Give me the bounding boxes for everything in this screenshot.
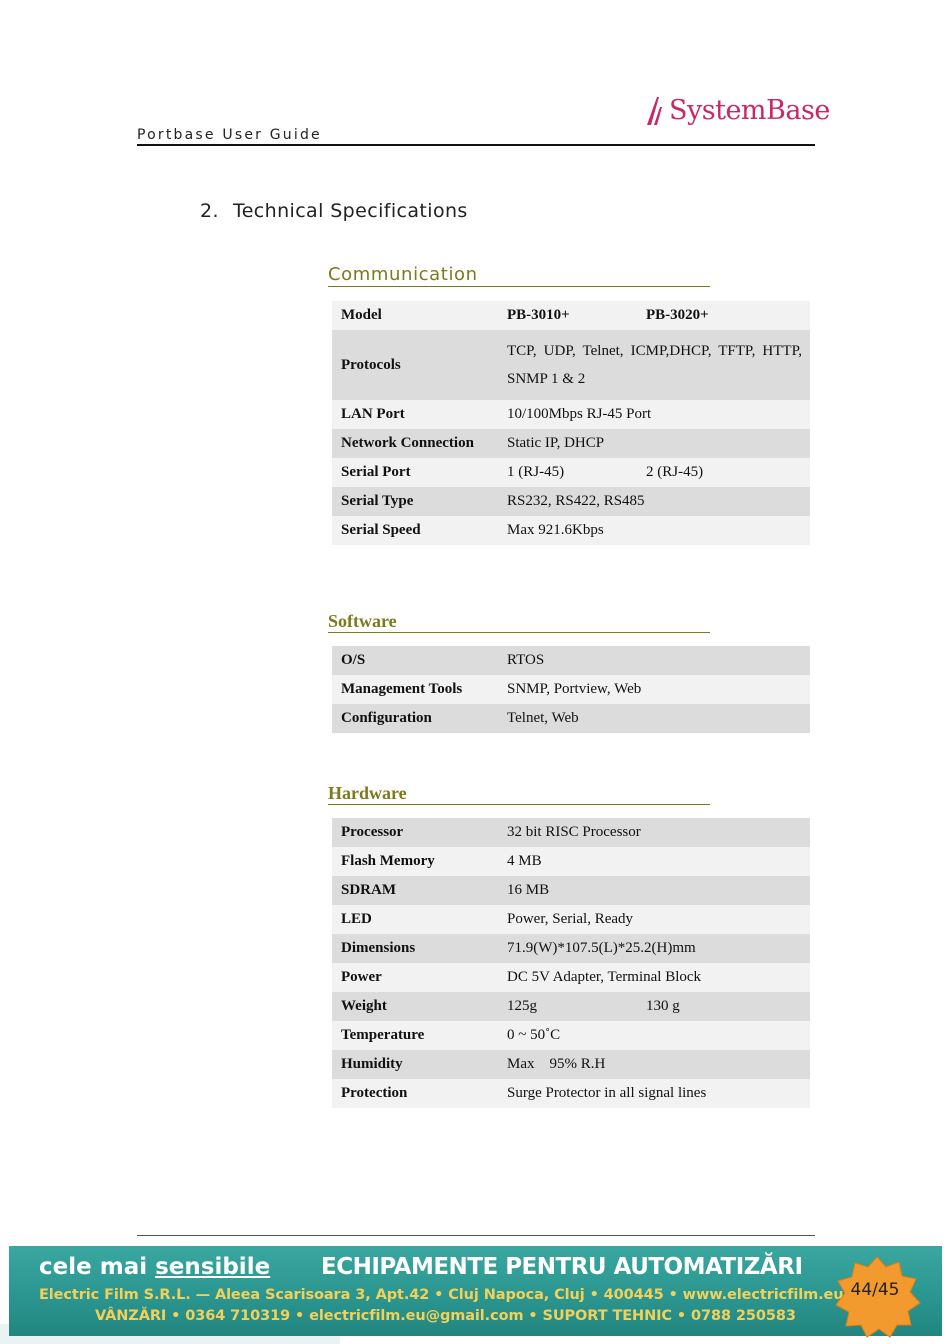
row-value: 1 (RJ-45) (507, 458, 646, 487)
banner-slogan: ECHIPAMENTE PENTRU AUTOMATIZĂRI (321, 1254, 803, 1280)
row-label: Weight (332, 992, 507, 1021)
banner-contact-phones: VÂNZĂRI • 0364 710319 • electricfilm.eu@gmail.com • SUPORT TEHNIC • 0788 250583 (95, 1308, 796, 1324)
table-row (332, 330, 810, 400)
row-value: PB-3020+ (646, 301, 810, 330)
table-row (332, 818, 810, 847)
row-value: Max 95% R.H (507, 1050, 810, 1079)
table-row (332, 429, 810, 458)
section-heading (200, 200, 468, 222)
header-divider (137, 144, 815, 146)
row-value: 10/100Mbps RJ-45 Port (507, 400, 810, 429)
row-value: 2 (RJ-45) (646, 458, 810, 487)
row-value: DC 5V Adapter, Terminal Block (507, 963, 810, 992)
table-row (332, 847, 810, 876)
row-label: Protocols (332, 330, 507, 400)
section-number: 2. (200, 200, 219, 222)
footer-banner (9, 1246, 942, 1336)
row-label: Serial Type (332, 487, 507, 516)
row-label: SDRAM (332, 876, 507, 905)
communication-table (332, 301, 810, 545)
row-label: Network Connection (332, 429, 507, 458)
table-row (332, 487, 810, 516)
row-value: RTOS (507, 646, 810, 675)
communication-heading: Communication (328, 264, 710, 287)
row-value: Surge Protector in all signal lines (507, 1079, 810, 1108)
software-heading: Software (328, 610, 710, 633)
table-row (332, 963, 810, 992)
row-label: Management Tools (332, 675, 507, 704)
document-title: Portbase User Guide (137, 127, 322, 143)
table-row (332, 458, 810, 487)
table-row (332, 905, 810, 934)
software-table (332, 646, 810, 733)
table-row (332, 400, 810, 429)
row-value: Power, Serial, Ready (507, 905, 810, 934)
table-row (332, 301, 810, 330)
banner-contact-address: Electric Film S.R.L. — Aleea Scarisoara 3, Apt.42 • Cluj Napoca, Cluj • 400445 • www.electricfilm.eu (39, 1287, 844, 1303)
row-value: 0 ~ 50˚C (507, 1021, 810, 1050)
row-label: Serial Speed (332, 516, 507, 545)
table-row (332, 646, 810, 675)
row-value: PB-3010+ (507, 301, 646, 330)
row-value: Max 921.6Kbps (507, 516, 810, 545)
page-number: 44/45 (850, 1280, 900, 1300)
table-row (332, 704, 810, 733)
section-title: Technical Specifications (232, 200, 468, 222)
row-value: Static IP, DHCP (507, 429, 810, 458)
footer-divider (137, 1235, 815, 1236)
row-label: Humidity (332, 1050, 507, 1079)
row-label: Processor (332, 818, 507, 847)
row-value: 4 MB (507, 847, 810, 876)
table-row (332, 675, 810, 704)
table-row (332, 876, 810, 905)
table-row (332, 516, 810, 545)
row-label: Power (332, 963, 507, 992)
row-label: LAN Port (332, 400, 507, 429)
systembase-logo (645, 92, 830, 128)
row-label: Model (332, 301, 507, 330)
table-row (332, 1021, 810, 1050)
table-row (332, 1050, 810, 1079)
row-label: Temperature (332, 1021, 507, 1050)
row-label: Configuration (332, 704, 507, 733)
row-value: SNMP, Portview, Web (507, 675, 810, 704)
row-label: O/S (332, 646, 507, 675)
table-row (332, 1079, 810, 1108)
row-label: Dimensions (332, 934, 507, 963)
row-value: Telnet, Web (507, 704, 810, 733)
row-label: Serial Port (332, 458, 507, 487)
hardware-heading: Hardware (328, 782, 710, 805)
row-value: 130 g (646, 992, 810, 1021)
tagline-part2: sensibile (155, 1254, 271, 1280)
row-value: RS232, RS422, RS485 (507, 487, 810, 516)
row-value: 125g (507, 992, 646, 1021)
row-value: TCP, UDP, Telnet, ICMP,DHCP, TFTP, HTTP, SNMP 1 & 2 (507, 330, 810, 400)
row-label: Protection (332, 1079, 507, 1108)
table-row (332, 992, 810, 1021)
tagline-part1: cele mai (39, 1254, 156, 1280)
logo-text: SystemBase (669, 94, 830, 126)
row-label: Flash Memory (332, 847, 507, 876)
logo-mark-icon (645, 93, 667, 127)
hardware-table (332, 818, 810, 1108)
row-value: 71.9(W)*107.5(L)*25.2(H)mm (507, 934, 810, 963)
banner-tagline (39, 1254, 270, 1280)
row-value: 16 MB (507, 876, 810, 905)
row-value: 32 bit RISC Processor (507, 818, 810, 847)
table-row (332, 934, 810, 963)
row-label: LED (332, 905, 507, 934)
